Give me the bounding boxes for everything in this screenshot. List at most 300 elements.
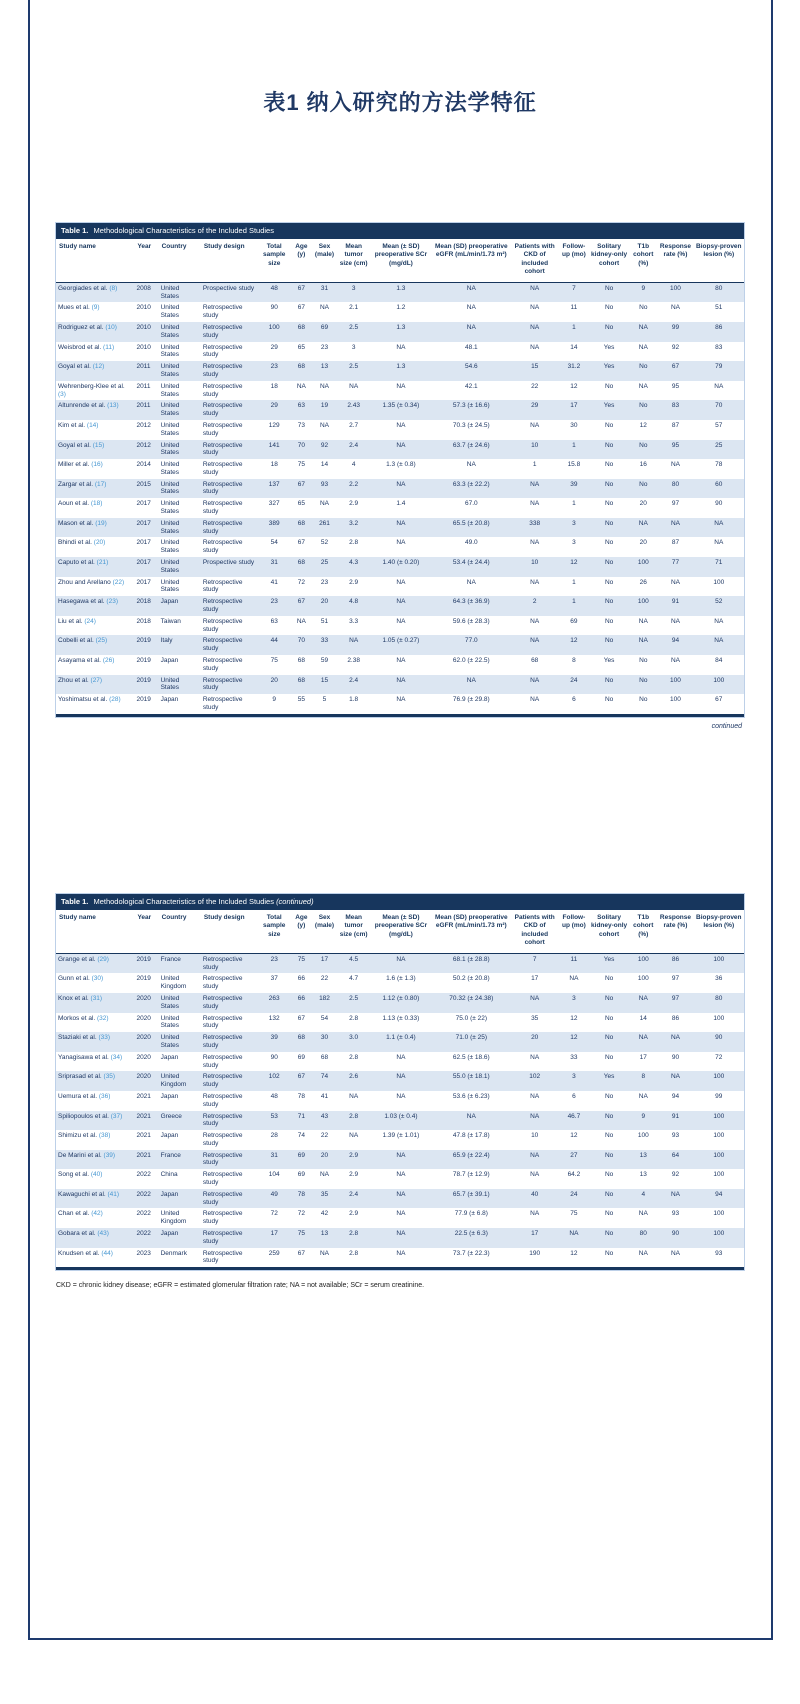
cell: NA [670, 1073, 680, 1081]
table-row [56, 1032, 744, 1052]
cell: 2.8 [349, 539, 359, 547]
study-name-cell [56, 420, 134, 440]
study-name: Gobara et al. [58, 1230, 98, 1238]
cell: 87 [671, 421, 680, 429]
cell: 2010 [136, 304, 151, 312]
cell: NA [638, 1249, 648, 1257]
cell: Retrospective study [202, 500, 243, 516]
cell: 43 [320, 1112, 329, 1120]
cell: 3.0 [349, 1034, 359, 1042]
cell: 100 [713, 578, 725, 586]
cell: 102 [529, 1073, 541, 1081]
cell: 76.9 (± 29.8) [452, 696, 490, 704]
cell: 67.0 [464, 500, 478, 508]
cell: 5 [322, 696, 327, 704]
cell: 2011 [136, 382, 151, 390]
study-name-cell [56, 675, 134, 695]
cell: 80 [715, 994, 723, 1002]
cell: No [604, 480, 614, 488]
cell: NA [530, 421, 540, 429]
column-header: Mean (± SD) preoperative SCr (mg/dL) [370, 239, 432, 282]
cell: United States [160, 559, 180, 574]
table-row [56, 440, 744, 460]
cell: 44 [270, 637, 278, 645]
cell: NA [530, 637, 540, 645]
cell: 129 [268, 421, 280, 429]
cell: 2.4 [349, 676, 359, 684]
cell: 77 [671, 559, 680, 567]
cell: NA [466, 1112, 476, 1120]
cell: Japan [160, 598, 179, 606]
studies-table [56, 910, 744, 1270]
cell: Retrospective study [202, 1249, 243, 1265]
cell: Japan [160, 657, 179, 665]
cell: 53 [270, 1112, 278, 1120]
cell: 91 [671, 598, 680, 606]
cell: 18 [270, 461, 278, 469]
cell: 26 [639, 578, 647, 586]
column-header: T1b cohort (%) [629, 239, 657, 282]
cell: 1.6 (± 1.3) [386, 975, 416, 983]
study-name: Asayama et al. [58, 657, 103, 665]
cell: 48.1 [464, 343, 478, 351]
cell: 35 [320, 1190, 329, 1198]
cell: 42 [320, 1210, 329, 1218]
cell: NA [319, 382, 329, 390]
table-row [56, 953, 744, 973]
study-name: Altunrende et al. [58, 402, 108, 410]
cell: 141 [268, 441, 280, 449]
cell: No [604, 578, 614, 586]
cell: 78 [297, 1190, 305, 1198]
cell: NA [569, 975, 579, 983]
study-name-cell [56, 1130, 134, 1150]
column-header: Follow-up (mo) [559, 910, 589, 953]
cell: Retrospective study [202, 1073, 243, 1089]
cell: 68 [297, 323, 305, 331]
cell: 2020 [136, 994, 151, 1002]
cell: No [604, 441, 614, 449]
cell: NA [296, 617, 306, 625]
cell: 1 [572, 578, 576, 586]
cell: 6 [572, 696, 576, 704]
cell: 2008 [136, 284, 151, 292]
cell: NA [396, 1210, 406, 1218]
study-name-cell [56, 1208, 134, 1228]
cell: 27 [570, 1151, 578, 1159]
cell: Greece [160, 1112, 182, 1120]
methodology-table-part1 [55, 222, 745, 730]
citation-ref: (9) [91, 304, 100, 312]
table-row [56, 635, 744, 655]
cell: NA [530, 1171, 540, 1179]
cell: 2.38 [347, 657, 360, 665]
cell: 74 [320, 1073, 329, 1081]
cell: 10 [531, 441, 539, 449]
cell: 65 [297, 343, 305, 351]
cell: 13 [320, 363, 329, 371]
cell: 2021 [136, 1132, 151, 1140]
cell: 2 [532, 598, 537, 606]
cell: 92 [320, 441, 329, 449]
cell: 99 [671, 323, 680, 331]
cell: United States [160, 1034, 180, 1049]
cell: 2.7 [349, 421, 359, 429]
citation-ref: (15) [92, 441, 105, 449]
cell: 68 [320, 1053, 329, 1061]
cell: 9 [641, 1112, 646, 1120]
cell: 20 [639, 539, 647, 547]
cell: 2019 [136, 657, 151, 665]
study-name: Yoshimatsu et al. [58, 696, 110, 704]
table-row [56, 479, 744, 499]
column-header: T1b cohort (%) [629, 910, 657, 953]
cell: NA [530, 284, 540, 292]
citation-ref: (43) [97, 1230, 109, 1238]
cell: 2.4 [349, 1190, 359, 1198]
study-name-cell [56, 993, 134, 1013]
cell: United Kingdom [160, 975, 187, 991]
study-name-cell [56, 1169, 134, 1189]
study-name: Bhindi et al. [58, 539, 94, 547]
citation-ref: (24) [84, 617, 96, 625]
cell: 1.3 [396, 323, 406, 331]
cell: 55.0 (± 18.1) [452, 1073, 490, 1081]
cell: No [604, 1230, 614, 1238]
study-name: Knudsen et al. [58, 1249, 102, 1257]
cell: No [604, 1034, 614, 1042]
cell: No [604, 382, 614, 390]
cell: 20 [531, 1034, 539, 1042]
cell: NA [530, 343, 540, 351]
cell: No [639, 304, 648, 312]
cell: 12 [570, 1014, 578, 1022]
table-row [56, 400, 744, 420]
table-row [56, 616, 744, 636]
study-name: Miller et al. [58, 461, 92, 469]
cell: NA [319, 421, 329, 429]
cell: Retrospective study [202, 343, 243, 359]
cell: 3 [351, 284, 356, 292]
cell: 68 [297, 676, 305, 684]
cell: 13 [639, 1171, 647, 1179]
citation-ref: (25) [95, 637, 108, 645]
cell: 22 [531, 382, 539, 390]
cell: 90 [715, 1034, 723, 1042]
study-name-cell [56, 655, 134, 675]
citation-ref: (10) [105, 323, 117, 331]
cell: Retrospective study [202, 657, 243, 672]
cell: 1.05 (± 0.27) [382, 637, 420, 645]
cell: 41 [270, 578, 278, 586]
study-name: Hasegawa et al. [58, 598, 107, 606]
cell: 52 [320, 539, 329, 547]
study-name-cell [56, 342, 134, 362]
cell: No [604, 421, 614, 429]
cell: NA [396, 1171, 406, 1179]
cell: No [604, 1249, 614, 1257]
cell: 2021 [136, 1092, 151, 1100]
study-name-cell [56, 953, 134, 973]
study-name: Caputo et al. [58, 559, 97, 567]
cell: NA [670, 519, 680, 527]
cell: 2020 [136, 1053, 151, 1061]
cell: 73 [297, 421, 305, 429]
cell: 2011 [136, 402, 151, 410]
cell: 80 [639, 1230, 647, 1238]
cell: 29 [531, 402, 539, 410]
column-header: Study name [56, 910, 134, 953]
cell: No [604, 304, 614, 312]
cell: China [160, 1171, 178, 1179]
cell: 30 [320, 1034, 329, 1042]
study-name: Knox et al. [58, 994, 91, 1002]
cell: NA [466, 578, 476, 586]
cell: 62.0 (± 22.5) [452, 657, 490, 665]
study-name: Shimizu et al. [58, 1132, 99, 1140]
cell: 30 [570, 421, 578, 429]
study-name: Mason et al. [58, 519, 96, 527]
column-header: Study design [201, 239, 257, 282]
cell: 75 [297, 461, 305, 469]
cell: 3 [351, 343, 356, 351]
study-name: Kawaguchi et al. [58, 1190, 108, 1198]
cell: NA [530, 696, 540, 704]
cell: Retrospective study [202, 382, 243, 398]
cell: 65.5 (± 20.8) [452, 519, 490, 527]
cell: 2.5 [349, 994, 359, 1002]
cell: 15 [320, 676, 329, 684]
cell: 48 [270, 1092, 278, 1100]
cell: 100 [637, 955, 649, 963]
cell: 2012 [136, 421, 151, 429]
cell: 190 [529, 1249, 541, 1257]
abbreviations-footnote: CKD = chronic kidney disease; eGFR = estimated glomerular filtration rate; NA = not available; SCr = serum creatinine. [56, 1282, 425, 1290]
cell: 100 [713, 1014, 725, 1022]
cell: No [604, 1210, 614, 1218]
cell: No [604, 598, 614, 606]
cell: 2019 [136, 955, 151, 963]
cell: 90 [270, 1053, 278, 1061]
citation-ref: (35) [103, 1073, 116, 1081]
cell: 53.4 (± 24.4) [452, 559, 490, 567]
cell: Retrospective study [202, 519, 243, 535]
study-name-cell [56, 498, 134, 518]
cell: Retrospective study [202, 598, 243, 614]
study-name-cell [56, 518, 134, 538]
cell: 69 [570, 617, 578, 625]
study-name: Uemura et al. [58, 1092, 99, 1100]
cell: United States [160, 421, 180, 437]
cell: Japan [160, 1132, 179, 1140]
cell: 77.9 (± 6.8) [454, 1210, 488, 1218]
cell: NA [396, 480, 406, 488]
cell: 67 [297, 480, 305, 488]
column-header: Patients with CKD of included cohort [511, 910, 559, 953]
cell: No [639, 402, 648, 410]
citation-ref: (41) [107, 1190, 120, 1198]
cell: 12 [570, 559, 578, 567]
cell: NA [396, 441, 406, 449]
cell: 12 [570, 1132, 578, 1140]
cell: 100 [713, 676, 725, 684]
cell: United States [160, 382, 180, 398]
cell: 3.3 [349, 617, 359, 625]
cell: NA [670, 304, 680, 312]
cell: 13 [320, 1230, 329, 1238]
cell: Retrospective study [202, 1053, 243, 1069]
cell: Yes [603, 343, 615, 351]
cell: 93 [715, 1249, 723, 1257]
study-name: Song et al. [58, 1171, 91, 1179]
cell: No [639, 363, 648, 371]
citation-ref: (28) [109, 696, 121, 704]
cell: 3 [572, 519, 576, 527]
study-name-cell [56, 577, 134, 597]
cell: 84 [715, 657, 723, 665]
column-header: Patients with CKD of included cohort [511, 239, 559, 282]
cell: 72 [270, 1210, 278, 1218]
cell: Retrospective study [202, 441, 243, 457]
table-title-bar [56, 894, 744, 910]
study-name-cell [56, 694, 134, 715]
table-row [56, 675, 744, 695]
study-name-cell [56, 973, 134, 993]
cell: NA [714, 617, 724, 625]
cell: 2.4 [349, 441, 359, 449]
cell: 2015 [136, 480, 151, 488]
cell: 77.0 [464, 637, 478, 645]
cell: NA [638, 343, 648, 351]
citation-ref: (26) [102, 657, 115, 665]
cell: 2020 [136, 1073, 151, 1081]
table-row [56, 361, 744, 381]
study-name: Rodriguez et al. [58, 323, 106, 331]
cell: 23 [270, 598, 278, 606]
cell: NA [670, 1249, 680, 1257]
cell: 72 [297, 1210, 305, 1218]
column-header: Total sample size [257, 239, 291, 282]
cell: No [604, 1132, 614, 1140]
cell: Taiwan [160, 617, 181, 625]
cell: 2.5 [349, 363, 359, 371]
cell: 100 [713, 1112, 725, 1120]
study-name: Kim et al. [58, 421, 87, 429]
study-name-cell [56, 1248, 134, 1269]
cell: 94 [715, 1190, 723, 1198]
cell: 1.3 [396, 363, 406, 371]
cell: 100 [637, 1132, 649, 1140]
cell: 69 [320, 323, 329, 331]
cell: 18 [270, 382, 278, 390]
cell: 3 [572, 539, 576, 547]
cell: 24 [570, 1190, 578, 1198]
table-row [56, 381, 744, 401]
cell: 1.39 (± 1.01) [382, 1132, 420, 1140]
page-title: 表1 纳入研究的方法学特征 [263, 90, 537, 115]
cell: United States [160, 519, 180, 535]
cell: No [604, 696, 614, 704]
cell: NA [638, 382, 648, 390]
cell: 8 [572, 657, 576, 665]
cell: 75 [270, 657, 278, 665]
cell: France [160, 1151, 181, 1159]
cell: 2.8 [349, 1230, 359, 1238]
cell: 50.2 (± 20.8) [452, 975, 490, 983]
cell: 1.3 (± 0.8) [386, 461, 416, 469]
study-name-cell [56, 1052, 134, 1072]
cell: Prospective study [202, 559, 255, 567]
cell: 1.4 [396, 500, 406, 508]
table-row [56, 655, 744, 675]
cell: 100 [670, 676, 681, 684]
cell: 93 [671, 1210, 680, 1218]
column-header: Mean tumor size (cm) [338, 239, 370, 282]
cell: 70.32 (± 24.38) [449, 994, 494, 1002]
cell: No [604, 1171, 614, 1179]
column-header: Follow-up (mo) [559, 239, 589, 282]
cell: 92 [671, 343, 680, 351]
cell: 23 [320, 578, 329, 586]
cell: 100 [713, 1132, 725, 1140]
cell: Retrospective study [202, 363, 243, 378]
cell: 83 [715, 343, 723, 351]
cell: 20 [270, 676, 278, 684]
cell: 86 [671, 955, 680, 963]
cell: 80 [715, 284, 723, 292]
cell: United States [160, 1014, 180, 1030]
cell: 7 [532, 955, 537, 963]
citation-ref: (20) [93, 539, 106, 547]
cell: 2017 [136, 500, 151, 508]
cell: 1.2 [396, 304, 406, 312]
cell: 23 [270, 363, 278, 371]
cell: Yes [603, 657, 615, 665]
study-name-cell [56, 361, 134, 381]
cell: NA [319, 1171, 329, 1179]
cell: 2.2 [349, 480, 359, 488]
study-name-cell [56, 1032, 134, 1052]
cell: 68 [297, 363, 305, 371]
cell: 100 [637, 559, 649, 567]
cell: 12 [639, 421, 647, 429]
cell: 97 [671, 994, 680, 1002]
cell: 100 [713, 1230, 725, 1238]
cell: 93 [320, 480, 329, 488]
cell: NA [638, 617, 648, 625]
cell: 63.3 (± 22.2) [452, 480, 490, 488]
cell: 67 [297, 1014, 305, 1022]
cell: 74 [297, 1132, 305, 1140]
table-title-bar [56, 223, 744, 239]
cell: 29 [270, 402, 278, 410]
cell: 2017 [136, 578, 151, 586]
cell: 78 [297, 1092, 305, 1100]
cell: 100 [268, 323, 280, 331]
cell: 97 [671, 975, 680, 983]
table-row [56, 1150, 744, 1170]
cell: 2.5 [349, 323, 359, 331]
cell: 1.40 (± 0.20) [382, 559, 420, 567]
cell: 64.3 (± 36.9) [452, 598, 490, 606]
cell: United Kingdom [160, 1073, 187, 1089]
citation-ref: (44) [101, 1249, 113, 1257]
study-name-cell [56, 1150, 134, 1170]
study-name: Spiliopoulos et al. [58, 1112, 111, 1120]
study-name-cell [56, 1228, 134, 1248]
cell: 338 [529, 519, 541, 527]
table-row [56, 694, 744, 715]
